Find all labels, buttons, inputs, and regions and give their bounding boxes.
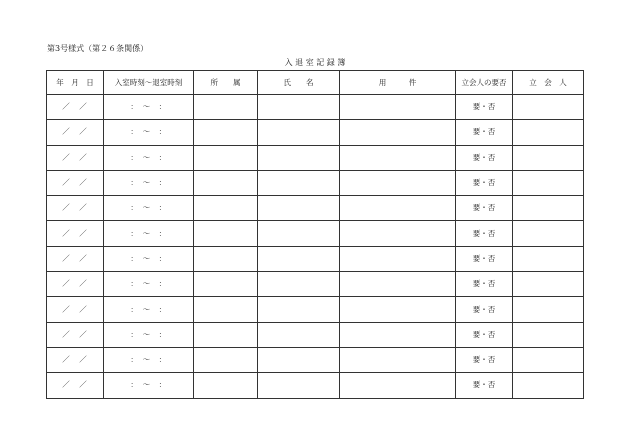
time-cell: ： ～ ：	[104, 196, 194, 221]
witness-required-cell: 要・否	[456, 347, 513, 372]
table-row	[47, 95, 584, 120]
name-cell	[258, 120, 340, 145]
time-cell: ： ～ ：	[104, 297, 194, 322]
date-cell: ／ ／	[47, 272, 104, 297]
name-cell	[258, 221, 340, 246]
name-cell	[258, 145, 340, 170]
witness-cell	[513, 95, 584, 120]
purpose-cell	[340, 221, 456, 246]
date-cell: ／ ／	[47, 373, 104, 398]
name-cell	[258, 272, 340, 297]
table-row	[47, 373, 584, 398]
witness-cell	[513, 196, 584, 221]
table-row	[47, 221, 584, 246]
header-purpose: 用 件	[340, 71, 456, 95]
table-row	[47, 246, 584, 271]
name-cell	[258, 170, 340, 195]
witness-cell	[513, 322, 584, 347]
time-cell: ： ～ ：	[104, 373, 194, 398]
witness-cell	[513, 297, 584, 322]
table-row	[47, 322, 584, 347]
witness-cell	[513, 272, 584, 297]
time-cell: ： ～ ：	[104, 322, 194, 347]
department-cell	[194, 272, 258, 297]
purpose-cell	[340, 347, 456, 372]
department-cell	[194, 297, 258, 322]
table-row	[47, 297, 584, 322]
date-cell: ／ ／	[47, 120, 104, 145]
table-row	[47, 347, 584, 372]
witness-required-cell: 要・否	[456, 272, 513, 297]
department-cell	[194, 170, 258, 195]
name-cell	[258, 95, 340, 120]
witness-required-cell: 要・否	[456, 95, 513, 120]
department-cell	[194, 95, 258, 120]
table-row	[47, 272, 584, 297]
header-department: 所 属	[194, 71, 258, 95]
header-name: 氏 名	[258, 71, 340, 95]
purpose-cell	[340, 272, 456, 297]
name-cell	[258, 347, 340, 372]
name-cell	[258, 246, 340, 271]
purpose-cell	[340, 322, 456, 347]
purpose-cell	[340, 95, 456, 120]
department-cell	[194, 145, 258, 170]
witness-required-cell: 要・否	[456, 170, 513, 195]
time-cell: ： ～ ：	[104, 145, 194, 170]
department-cell	[194, 347, 258, 372]
name-cell	[258, 322, 340, 347]
purpose-cell	[340, 373, 456, 398]
name-cell	[258, 196, 340, 221]
witness-cell	[513, 145, 584, 170]
witness-cell	[513, 120, 584, 145]
time-cell: ： ～ ：	[104, 95, 194, 120]
table-row	[47, 120, 584, 145]
time-cell: ： ～ ：	[104, 120, 194, 145]
header-date: 年 月 日	[47, 71, 104, 95]
witness-required-cell: 要・否	[456, 322, 513, 347]
witness-cell	[513, 221, 584, 246]
purpose-cell	[340, 120, 456, 145]
witness-required-cell: 要・否	[456, 221, 513, 246]
header-witness: 立 会 人	[513, 71, 584, 95]
table-row	[47, 145, 584, 170]
date-cell: ／ ／	[47, 322, 104, 347]
time-cell: ： ～ ：	[104, 272, 194, 297]
witness-required-cell: 要・否	[456, 373, 513, 398]
name-cell	[258, 297, 340, 322]
time-cell: ： ～ ：	[104, 347, 194, 372]
date-cell: ／ ／	[47, 221, 104, 246]
department-cell	[194, 221, 258, 246]
name-cell	[258, 373, 340, 398]
department-cell	[194, 322, 258, 347]
date-cell: ／ ／	[47, 297, 104, 322]
witness-cell	[513, 170, 584, 195]
witness-cell	[513, 246, 584, 271]
header-witness-required: 立会人の要否	[456, 71, 513, 95]
purpose-cell	[340, 170, 456, 195]
form-number-label: 第3号様式（第２６条関係）	[47, 44, 149, 53]
witness-required-cell: 要・否	[456, 120, 513, 145]
witness-required-cell: 要・否	[456, 145, 513, 170]
time-cell: ： ～ ：	[104, 246, 194, 271]
witness-required-cell: 要・否	[456, 297, 513, 322]
date-cell: ／ ／	[47, 347, 104, 372]
purpose-cell	[340, 297, 456, 322]
table-row	[47, 196, 584, 221]
department-cell	[194, 373, 258, 398]
department-cell	[194, 246, 258, 271]
department-cell	[194, 196, 258, 221]
department-cell	[194, 120, 258, 145]
date-cell: ／ ／	[47, 95, 104, 120]
date-cell: ／ ／	[47, 246, 104, 271]
date-cell: ／ ／	[47, 196, 104, 221]
time-cell: ： ～ ：	[104, 221, 194, 246]
date-cell: ／ ／	[47, 170, 104, 195]
witness-required-cell: 要・否	[456, 196, 513, 221]
witness-required-cell: 要・否	[456, 246, 513, 271]
purpose-cell	[340, 196, 456, 221]
document-title: 入 退 室 記 録 簿	[284, 58, 346, 67]
witness-cell	[513, 373, 584, 398]
purpose-cell	[340, 246, 456, 271]
entry-exit-register-table	[46, 70, 584, 399]
date-cell: ／ ／	[47, 145, 104, 170]
header-entry-exit-time: 入室時刻～退室時刻	[104, 71, 194, 95]
table-header-row	[47, 71, 584, 95]
purpose-cell	[340, 145, 456, 170]
table-row	[47, 170, 584, 195]
witness-cell	[513, 347, 584, 372]
time-cell: ： ～ ：	[104, 170, 194, 195]
